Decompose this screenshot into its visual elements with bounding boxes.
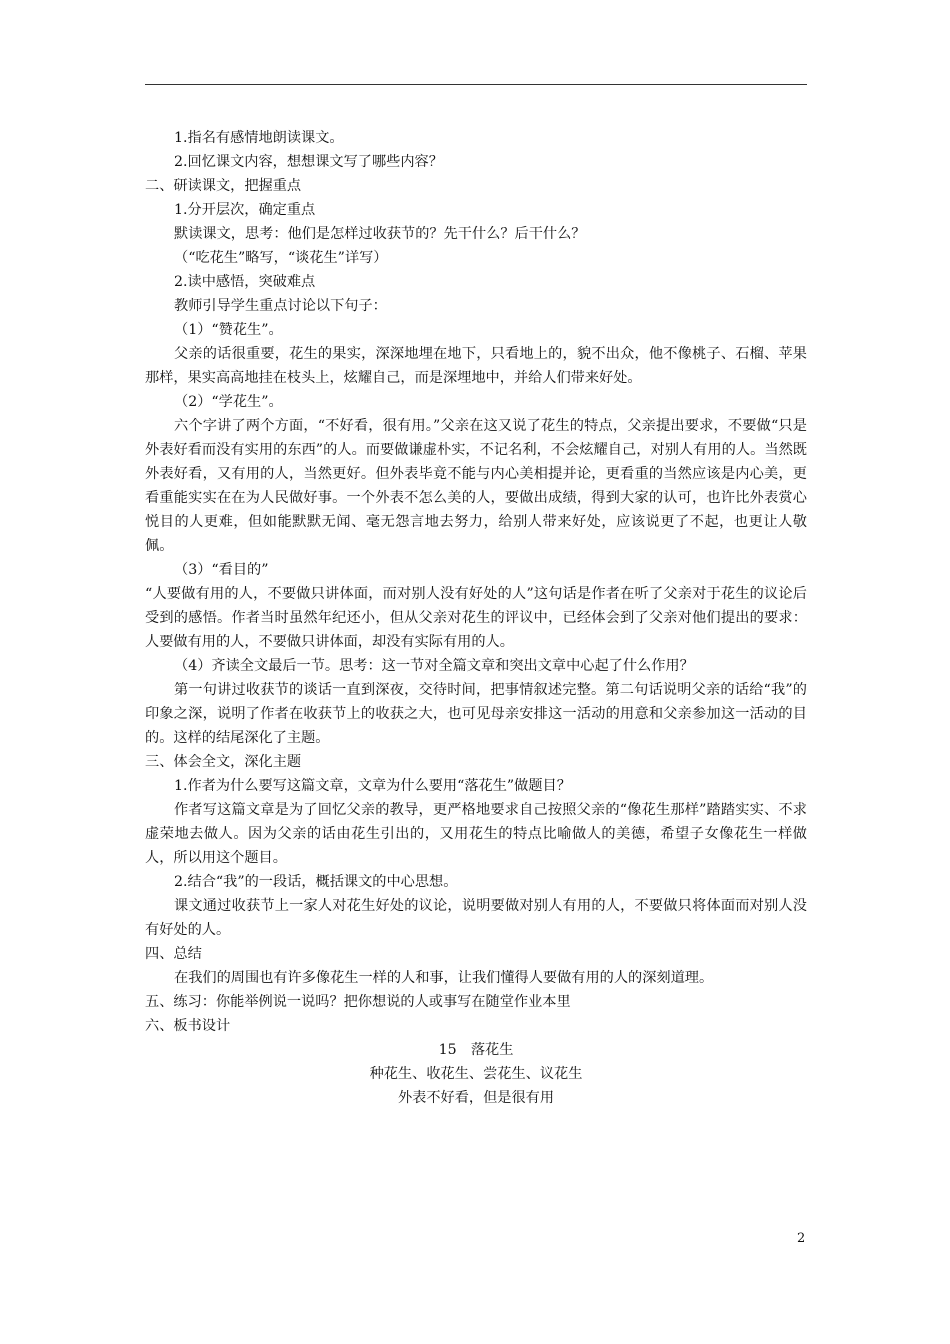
board-line-2: 外表不好看，但是很有用 — [397, 1090, 555, 1106]
item-4-heading: （4）齐读全文最后一节。思考：这一节对全篇文章和突出文章中心起了什么作用？ — [174, 658, 694, 674]
section-6-heading: 六、板书设计 — [145, 1018, 231, 1034]
section-2-heading: 二、研读课文，把握重点 — [145, 178, 302, 194]
detail-note: （“吃花生”略写，“谈花生”详写） — [174, 250, 388, 266]
paragraph-ending: 第一句讲过收获节的谈话一直到深夜，交待时间，把事情叙述完整。第二句话说明父亲的话给“我”的印象之深，说明了作者在收获节上的收获之大，也可见母亲安排这一活动的用意和父亲参加这一活动的目的。这样的结尾深化了主题。 — [145, 682, 807, 746]
board-title: 15 落花生 — [438, 1042, 514, 1058]
section-3-heading: 三、体会全文，深化主题 — [145, 754, 302, 770]
step-1-read-aloud: 1.指名有感情地朗读课文。 — [174, 130, 344, 146]
step-layering: 1.分开层次，确定重点 — [174, 202, 316, 218]
item-3-heading: （3）“看目的” — [174, 562, 269, 578]
paragraph-praise-peanut: 父亲的话很重要，花生的果实，深深地埋在地下，只看地上的，貌不出众，他不像桃子、石榴、苹果那样，果实高高地挂在枝头上，炫耀自己，而是深埋地中，并给人们带来好处。 — [145, 346, 807, 386]
step-2-recall: 2.回忆课文内容，想想课文写了哪些内容？ — [174, 154, 443, 170]
paragraph-central-idea: 课文通过收获节上一家人对花生好处的议论，说明要做对别人有用的人，不要做只将体面而对别人没有好处的人。 — [145, 898, 807, 938]
document-body — [145, 126, 807, 1110]
teacher-guide: 教师引导学生重点讨论以下句子： — [174, 298, 387, 314]
paragraph-author-intent: 作者写这篇文章是为了回忆父亲的教导，更严格地要求自己按照父亲的“像花生那样”踏踏实实、不求虚荣地去做人。因为父亲的话由花生引出的，又用花生的特点比喻做人的美德，希望子女像花生一样做人，所以用这个题目。 — [145, 802, 807, 866]
page-number: 2 — [797, 1231, 806, 1246]
board-line-1: 种花生、收花生、尝花生、议花生 — [369, 1066, 583, 1082]
question-central-idea: 2.结合“我”的一段话，概括课文的中心思想。 — [174, 874, 458, 890]
item-1-heading: （1）“赞花生”。 — [174, 322, 283, 338]
step-comprehension: 2.读中感悟，突破难点 — [174, 274, 316, 290]
summary-text: 在我们的周围也有许多像花生一样的人和事，让我们懂得人要做有用的人的深刻道理。 — [174, 970, 714, 986]
section-4-heading: 四、总结 — [145, 946, 202, 962]
item-2-heading: （2）“学花生”。 — [174, 394, 283, 410]
silent-reading-question: 默读课文，思考：他们是怎样过收获节的？先干什么？后干什么？ — [174, 226, 586, 242]
section-5-heading: 五、练习：你能举例说一说吗？把你想说的人或事写在随堂作业本里 — [145, 994, 571, 1010]
blackboard-design — [145, 1038, 807, 1110]
header-rule — [145, 84, 807, 85]
paragraph-purpose: “人要做有用的人，不要做只讲体面，而对别人没有好处的人”这句话是作者在听了父亲对于花生的议论后受到的感悟。作者当时虽然年纪还小，但从父亲对花生的评议中，已经体会到了父亲对他们提出的要求：人要做有用的人，不要做只讲体面，却没有实际有用的人。 — [145, 586, 807, 650]
paragraph-learn-peanut: 六个字讲了两个方面，“不好看，很有用。”父亲在这又说了花生的特点，父亲提出要求，不要做“只是外表好看而没有实用的东西”的人。而要做谦虚朴实，不记名利，不会炫耀自己，对别人有用的人。当然既外表好看，又有用的人，当然更好。但外表毕竟不能与内心美相提并论，更看重的当然应该是内心美，更看重能实实在在为人民做好事。一个外表不怎么美的人，要做出成绩，得到大家的认可，也许比外表赏心悦目的人更难，但如能默默无闻、毫无怨言地去努力，给别人带来好处，应该说更了不起，也更让人敬佩。 — [145, 418, 807, 554]
question-why-title: 1.作者为什么要写这篇文章，文章为什么要用“落花生”做题目？ — [174, 778, 571, 794]
